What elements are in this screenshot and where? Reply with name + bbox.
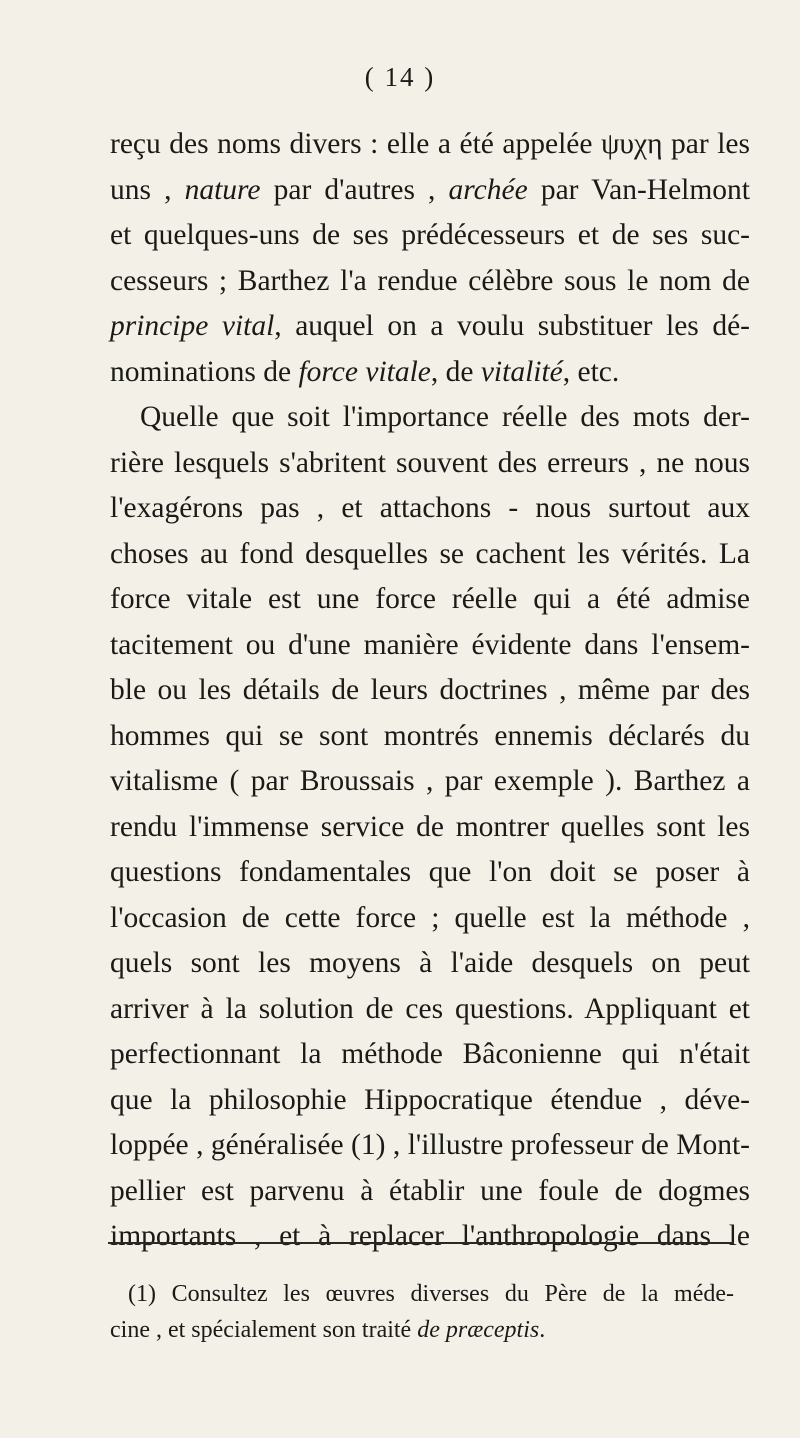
text-line-19: quels sont les moyens à l'aide desquels on peut <box>110 947 750 979</box>
body-text <box>110 122 750 1260</box>
italic-archee: archée <box>448 173 528 206</box>
text-line-6: nominations de force vitale, de vitalité, etc. <box>110 355 620 388</box>
text-line-22: que la philosophie Hippocratique étendue , déve- <box>110 1083 750 1116</box>
text-line-8: rière lesquels s'abritent souvent des erreurs , ne nous <box>110 446 750 479</box>
italic-de-praeceptis: de præceptis <box>417 1317 540 1343</box>
italic-principe-vital: principe vital <box>110 310 275 342</box>
footnote-divider <box>108 1242 734 1244</box>
text-line-10: choses au fond desquelles se cachent les vérités. La <box>110 537 750 570</box>
footnote <box>110 1276 734 1348</box>
text-line-12: tacitement ou d'une manière évidente dans l'ensem- <box>110 628 750 661</box>
text-line-7: Quelle que soit l'importance réelle des mots der- <box>140 401 750 433</box>
page-number: ( 14 ) <box>364 62 436 92</box>
footnote-line-1: (1) Consultez les œuvres diverses du Père de la méde- <box>128 1281 734 1307</box>
text-line-1: reçu des noms divers : elle a été appelée ψυχη par les <box>110 128 750 160</box>
text-line-15: vitalisme ( par Broussais , par exemple ). Barthez a <box>110 765 750 797</box>
greek-word-psyche: ψυχη <box>600 128 663 160</box>
italic-force-vitale: force vitale <box>298 355 431 388</box>
text-line-4: cesseurs ; Barthez l'a rendue célèbre sous le nom de <box>110 264 750 297</box>
text-line-23: loppée , généralisée (1) , l'illustre professeur de Mont- <box>110 1129 750 1161</box>
text-line-25: importants , et à replacer l'anthropologie dans le <box>110 1220 750 1252</box>
text-line-16: rendu l'immense service de montrer quelles sont les <box>110 810 750 843</box>
text-line-9: l'exagérons pas , et attachons - nous surtout aux <box>110 492 750 524</box>
text-line-20: arriver à la solution de ces questions. Appliquant et <box>110 992 750 1025</box>
footnote-line-2: cine , et spécialement son traité de præceptis. <box>110 1317 546 1343</box>
italic-nature: nature <box>184 173 261 206</box>
text-line-11: force vitale est une force réelle qui a été admise <box>110 583 750 615</box>
italic-vitalite: vitalité <box>480 355 563 388</box>
text-line-24: pellier est parvenu à établir une foule de dogmes <box>110 1174 750 1207</box>
text-line-18: l'occasion de cette force ; quelle est la méthode , <box>110 901 750 934</box>
text-line-17: questions fondamentales que l'on doit se poser à <box>110 856 750 888</box>
text-line-2: uns , nature par d'autres , archée par Van-Helmont <box>110 173 751 206</box>
text-line-21: perfectionnant la méthode Bâconienne qui n'était <box>110 1038 750 1070</box>
text-line-13: ble ou les détails de leurs doctrines , même par des <box>110 674 750 706</box>
text-line-5: principe vital, auquel on a voulu substituer les dé- <box>110 310 750 342</box>
text-line-14: hommes qui se sont montrés ennemis déclarés du <box>110 719 750 752</box>
text-line-3: et quelques-uns de ses prédécesseurs et de ses suc- <box>110 219 750 251</box>
